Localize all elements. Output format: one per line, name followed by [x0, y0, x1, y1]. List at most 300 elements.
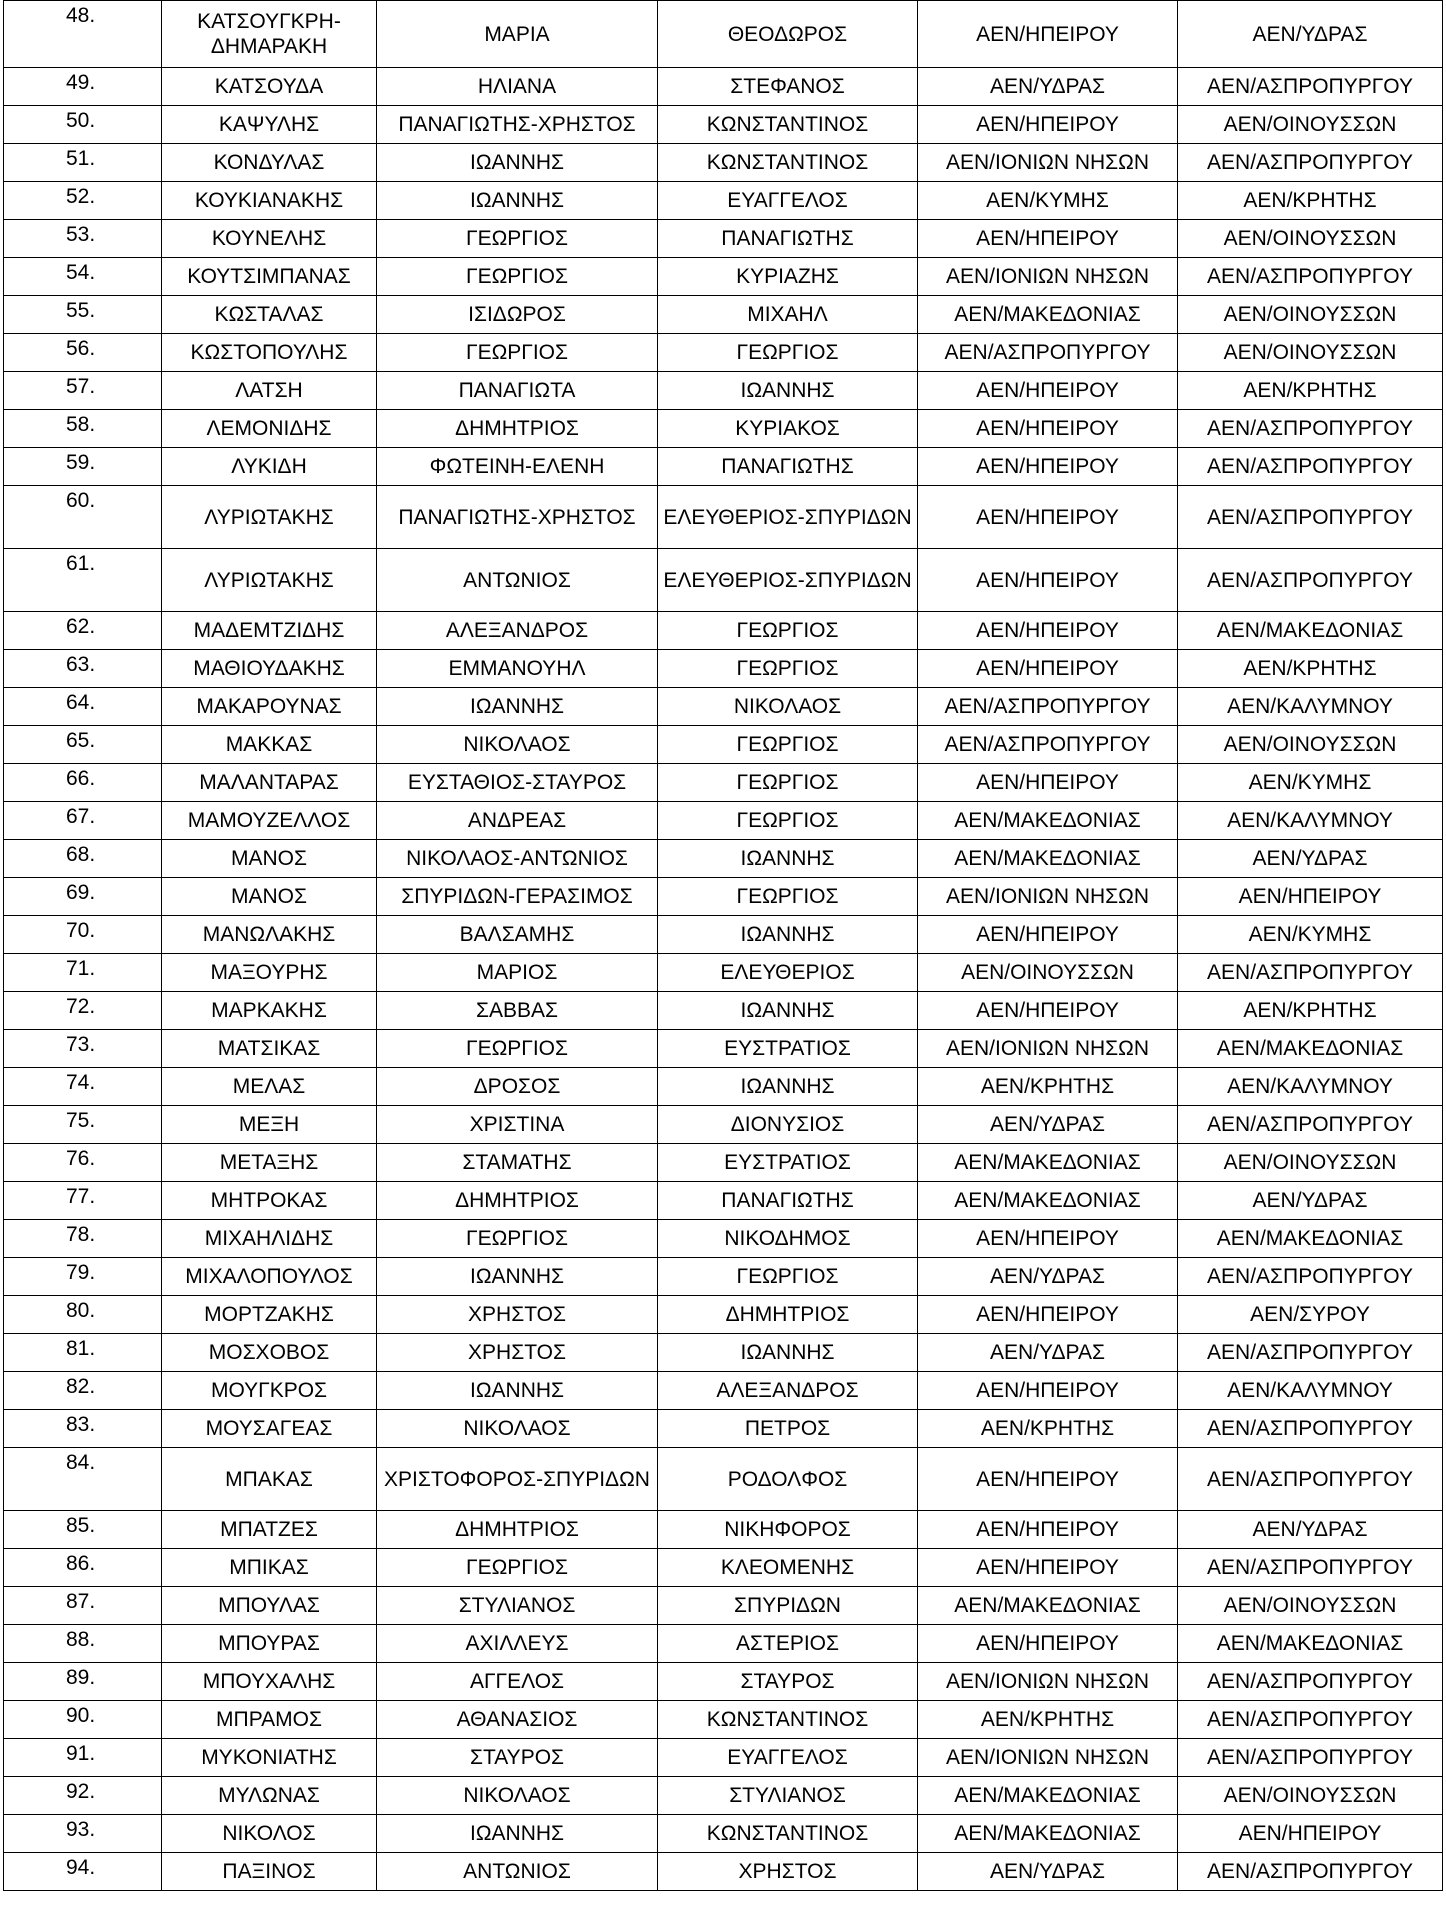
- row-number: 70.: [4, 916, 162, 954]
- table-row: [4, 840, 1443, 878]
- surname-cell: ΛΥΡΙΩΤΑΚΗΣ: [162, 549, 377, 612]
- first-name-cell: ΙΩΑΝΝΗΣ: [377, 1258, 658, 1296]
- surname-cell: ΚΩΣΤΟΠΟΥΛΗΣ: [162, 334, 377, 372]
- destination-school-cell: ΑΕΝ/ΥΔΡΑΣ: [1178, 1, 1443, 68]
- father-name-cell: ΚΛΕΟΜΕΝΗΣ: [658, 1549, 918, 1587]
- table-row: [4, 1625, 1443, 1663]
- row-number: 77.: [4, 1182, 162, 1220]
- table-row: [4, 1448, 1443, 1511]
- father-name-cell: ΕΛΕΥΘΕΡΙΟΣ-ΣΠΥΡΙΔΩΝ: [658, 549, 918, 612]
- table-row: [4, 1144, 1443, 1182]
- row-number: 75.: [4, 1106, 162, 1144]
- origin-school-cell: ΑΕΝ/ΗΠΕΙΡΟΥ: [918, 1372, 1178, 1410]
- table-row: [4, 1, 1443, 68]
- origin-school-cell: ΑΕΝ/ΙΟΝΙΩΝ ΝΗΣΩΝ: [918, 1739, 1178, 1777]
- table-row: [4, 1410, 1443, 1448]
- father-name-cell: ΙΩΑΝΝΗΣ: [658, 1334, 918, 1372]
- destination-school-cell: ΑΕΝ/ΗΠΕΙΡΟΥ: [1178, 1815, 1443, 1853]
- destination-school-cell: ΑΕΝ/ΥΔΡΑΣ: [1178, 840, 1443, 878]
- father-name-cell: ΝΙΚΟΛΑΟΣ: [658, 688, 918, 726]
- first-name-cell: ΗΛΙΑΝΑ: [377, 68, 658, 106]
- destination-school-cell: ΑΕΝ/ΑΣΠΡΟΠΥΡΓΟΥ: [1178, 1334, 1443, 1372]
- row-number: 48.: [4, 1, 162, 68]
- table-row: [4, 106, 1443, 144]
- surname-cell: ΚΑΤΣΟΥΓΚΡΗ-ΔΗΜΑΡΑΚΗ: [162, 1, 377, 68]
- destination-school-cell: ΑΕΝ/ΑΣΠΡΟΠΥΡΓΟΥ: [1178, 549, 1443, 612]
- row-number: 68.: [4, 840, 162, 878]
- father-name-cell: ΣΤΥΛΙΑΝΟΣ: [658, 1777, 918, 1815]
- table-row: [4, 726, 1443, 764]
- destination-school-cell: ΑΕΝ/ΟΙΝΟΥΣΣΩΝ: [1178, 220, 1443, 258]
- row-number: 61.: [4, 549, 162, 612]
- first-name-cell: ΣΤΥΛΙΑΝΟΣ: [377, 1587, 658, 1625]
- first-name-cell: ΝΙΚΟΛΑΟΣ: [377, 726, 658, 764]
- surname-cell: ΚΟΥΚΙΑΝΑΚΗΣ: [162, 182, 377, 220]
- destination-school-cell: ΑΕΝ/ΚΥΜΗΣ: [1178, 916, 1443, 954]
- father-name-cell: ΙΩΑΝΝΗΣ: [658, 372, 918, 410]
- father-name-cell: ΙΩΑΝΝΗΣ: [658, 916, 918, 954]
- surname-cell: ΚΟΝΔΥΛΑΣ: [162, 144, 377, 182]
- father-name-cell: ΕΥΣΤΡΑΤΙΟΣ: [658, 1030, 918, 1068]
- origin-school-cell: ΑΕΝ/ΥΔΡΑΣ: [918, 1258, 1178, 1296]
- father-name-cell: ΚΩΝΣΤΑΝΤΙΝΟΣ: [658, 144, 918, 182]
- surname-cell: ΜΟΣΧΟΒΟΣ: [162, 1334, 377, 1372]
- table-row: [4, 1701, 1443, 1739]
- table-row: [4, 1549, 1443, 1587]
- row-number: 88.: [4, 1625, 162, 1663]
- destination-school-cell: ΑΕΝ/ΑΣΠΡΟΠΥΡΓΟΥ: [1178, 144, 1443, 182]
- destination-school-cell: ΑΕΝ/ΚΡΗΤΗΣ: [1178, 992, 1443, 1030]
- first-name-cell: ΙΣΙΔΩΡΟΣ: [377, 296, 658, 334]
- surname-cell: ΜΑΔΕΜΤΖΙΔΗΣ: [162, 612, 377, 650]
- father-name-cell: ΡΟΔΟΛΦΟΣ: [658, 1448, 918, 1511]
- row-number: 64.: [4, 688, 162, 726]
- row-number: 71.: [4, 954, 162, 992]
- row-number: 89.: [4, 1663, 162, 1701]
- destination-school-cell: ΑΕΝ/ΚΡΗΤΗΣ: [1178, 182, 1443, 220]
- surname-cell: ΜΑΝΟΣ: [162, 878, 377, 916]
- surname-cell: ΛΥΚΙΔΗ: [162, 448, 377, 486]
- row-number: 87.: [4, 1587, 162, 1625]
- father-name-cell: ΚΩΝΣΤΑΝΤΙΝΟΣ: [658, 106, 918, 144]
- row-number: 83.: [4, 1410, 162, 1448]
- surname-cell: ΜΠΟΥΛΑΣ: [162, 1587, 377, 1625]
- row-number: 82.: [4, 1372, 162, 1410]
- first-name-cell: ΜΑΡΙΟΣ: [377, 954, 658, 992]
- row-number: 66.: [4, 764, 162, 802]
- row-number: 57.: [4, 372, 162, 410]
- origin-school-cell: ΑΕΝ/ΗΠΕΙΡΟΥ: [918, 1625, 1178, 1663]
- row-number: 62.: [4, 612, 162, 650]
- father-name-cell: ΧΡΗΣΤΟΣ: [658, 1853, 918, 1891]
- surname-cell: ΠΑΞΙΝΟΣ: [162, 1853, 377, 1891]
- origin-school-cell: ΑΕΝ/ΥΔΡΑΣ: [918, 1106, 1178, 1144]
- row-number: 73.: [4, 1030, 162, 1068]
- father-name-cell: ΓΕΩΡΓΙΟΣ: [658, 726, 918, 764]
- origin-school-cell: ΑΕΝ/ΜΑΚΕΔΟΝΙΑΣ: [918, 296, 1178, 334]
- surname-cell: ΜΗΤΡΟΚΑΣ: [162, 1182, 377, 1220]
- row-number: 58.: [4, 410, 162, 448]
- first-name-cell: ΓΕΩΡΓΙΟΣ: [377, 258, 658, 296]
- destination-school-cell: ΑΕΝ/ΟΙΝΟΥΣΣΩΝ: [1178, 334, 1443, 372]
- table-row: [4, 1777, 1443, 1815]
- table-row: [4, 992, 1443, 1030]
- origin-school-cell: ΑΕΝ/ΗΠΕΙΡΟΥ: [918, 448, 1178, 486]
- destination-school-cell: ΑΕΝ/ΜΑΚΕΔΟΝΙΑΣ: [1178, 1625, 1443, 1663]
- row-number: 49.: [4, 68, 162, 106]
- origin-school-cell: ΑΕΝ/ΗΠΕΙΡΟΥ: [918, 410, 1178, 448]
- row-number: 54.: [4, 258, 162, 296]
- row-number: 56.: [4, 334, 162, 372]
- table-row: [4, 1815, 1443, 1853]
- destination-school-cell: ΑΕΝ/ΑΣΠΡΟΠΥΡΓΟΥ: [1178, 1549, 1443, 1587]
- origin-school-cell: ΑΕΝ/ΗΠΕΙΡΟΥ: [918, 486, 1178, 549]
- surname-cell: ΜΟΡΤΖΑΚΗΣ: [162, 1296, 377, 1334]
- destination-school-cell: ΑΕΝ/ΜΑΚΕΔΟΝΙΑΣ: [1178, 1220, 1443, 1258]
- first-name-cell: ΑΝΤΩΝΙΟΣ: [377, 1853, 658, 1891]
- destination-school-cell: ΑΕΝ/ΟΙΝΟΥΣΣΩΝ: [1178, 296, 1443, 334]
- origin-school-cell: ΑΕΝ/ΜΑΚΕΔΟΝΙΑΣ: [918, 1144, 1178, 1182]
- destination-school-cell: ΑΕΝ/ΑΣΠΡΟΠΥΡΓΟΥ: [1178, 1701, 1443, 1739]
- first-name-cell: ΙΩΑΝΝΗΣ: [377, 182, 658, 220]
- row-number: 72.: [4, 992, 162, 1030]
- table-row: [4, 486, 1443, 549]
- father-name-cell: ΚΩΝΣΤΑΝΤΙΝΟΣ: [658, 1701, 918, 1739]
- row-number: 81.: [4, 1334, 162, 1372]
- row-number: 53.: [4, 220, 162, 258]
- first-name-cell: ΙΩΑΝΝΗΣ: [377, 688, 658, 726]
- origin-school-cell: ΑΕΝ/ΙΟΝΙΩΝ ΝΗΣΩΝ: [918, 144, 1178, 182]
- first-name-cell: ΧΡΙΣΤΙΝΑ: [377, 1106, 658, 1144]
- origin-school-cell: ΑΕΝ/ΗΠΕΙΡΟΥ: [918, 764, 1178, 802]
- row-number: 51.: [4, 144, 162, 182]
- surname-cell: ΜΠΡΑΜΟΣ: [162, 1701, 377, 1739]
- surname-cell: ΜΠΙΚΑΣ: [162, 1549, 377, 1587]
- destination-school-cell: ΑΕΝ/ΥΔΡΑΣ: [1178, 1511, 1443, 1549]
- first-name-cell: ΝΙΚΟΛΑΟΣ: [377, 1410, 658, 1448]
- table-row: [4, 1372, 1443, 1410]
- row-number: 67.: [4, 802, 162, 840]
- origin-school-cell: ΑΕΝ/ΗΠΕΙΡΟΥ: [918, 1220, 1178, 1258]
- destination-school-cell: ΑΕΝ/ΑΣΠΡΟΠΥΡΓΟΥ: [1178, 410, 1443, 448]
- father-name-cell: ΕΛΕΥΘΕΡΙΟΣ: [658, 954, 918, 992]
- first-name-cell: ΧΡΗΣΤΟΣ: [377, 1334, 658, 1372]
- transfer-list-table: [3, 0, 1443, 1891]
- first-name-cell: ΧΡΗΣΤΟΣ: [377, 1296, 658, 1334]
- first-name-cell: ΣΠΥΡΙΔΩΝ-ΓΕΡΑΣΙΜΟΣ: [377, 878, 658, 916]
- table-row: [4, 688, 1443, 726]
- row-number: 59.: [4, 448, 162, 486]
- table-row: [4, 954, 1443, 992]
- surname-cell: ΜΑΞΟΥΡΗΣ: [162, 954, 377, 992]
- table-row: [4, 1030, 1443, 1068]
- first-name-cell: ΧΡΙΣΤΟΦΟΡΟΣ-ΣΠΥΡΙΔΩΝ: [377, 1448, 658, 1511]
- origin-school-cell: ΑΕΝ/ΜΑΚΕΔΟΝΙΑΣ: [918, 1777, 1178, 1815]
- table-row: [4, 1296, 1443, 1334]
- first-name-cell: ΓΕΩΡΓΙΟΣ: [377, 1220, 658, 1258]
- first-name-cell: ΓΕΩΡΓΙΟΣ: [377, 1549, 658, 1587]
- destination-school-cell: ΑΕΝ/ΥΔΡΑΣ: [1178, 1182, 1443, 1220]
- table-row: [4, 1220, 1443, 1258]
- first-name-cell: ΑΝΔΡΕΑΣ: [377, 802, 658, 840]
- origin-school-cell: ΑΕΝ/ΜΑΚΕΔΟΝΙΑΣ: [918, 802, 1178, 840]
- destination-school-cell: ΑΕΝ/ΑΣΠΡΟΠΥΡΓΟΥ: [1178, 1739, 1443, 1777]
- first-name-cell: ΦΩΤΕΙΝΗ-ΕΛΕΝΗ: [377, 448, 658, 486]
- destination-school-cell: ΑΕΝ/ΑΣΠΡΟΠΥΡΓΟΥ: [1178, 1258, 1443, 1296]
- origin-school-cell: ΑΕΝ/ΚΡΗΤΗΣ: [918, 1068, 1178, 1106]
- surname-cell: ΜΟΥΣΑΓΕΑΣ: [162, 1410, 377, 1448]
- table-row: [4, 549, 1443, 612]
- table-row: [4, 1511, 1443, 1549]
- origin-school-cell: ΑΕΝ/ΗΠΕΙΡΟΥ: [918, 372, 1178, 410]
- table-row: [4, 1334, 1443, 1372]
- first-name-cell: ΕΜΜΑΝΟΥΗΛ: [377, 650, 658, 688]
- father-name-cell: ΠΑΝΑΓΙΩΤΗΣ: [658, 448, 918, 486]
- row-number: 55.: [4, 296, 162, 334]
- destination-school-cell: ΑΕΝ/ΗΠΕΙΡΟΥ: [1178, 878, 1443, 916]
- table-row: [4, 296, 1443, 334]
- father-name-cell: ΣΤΕΦΑΝΟΣ: [658, 68, 918, 106]
- father-name-cell: ΙΩΑΝΝΗΣ: [658, 840, 918, 878]
- surname-cell: ΛΑΤΣΗ: [162, 372, 377, 410]
- table-body: [4, 1, 1443, 1891]
- origin-school-cell: ΑΕΝ/ΗΠΕΙΡΟΥ: [918, 1448, 1178, 1511]
- father-name-cell: ΚΩΝΣΤΑΝΤΙΝΟΣ: [658, 1815, 918, 1853]
- father-name-cell: ΚΥΡΙΑΚΟΣ: [658, 410, 918, 448]
- father-name-cell: ΕΥΑΓΓΕΛΟΣ: [658, 182, 918, 220]
- surname-cell: ΛΕΜΟΝΙΔΗΣ: [162, 410, 377, 448]
- father-name-cell: ΝΙΚΗΦΟΡΟΣ: [658, 1511, 918, 1549]
- surname-cell: ΛΥΡΙΩΤΑΚΗΣ: [162, 486, 377, 549]
- table-row: [4, 764, 1443, 802]
- first-name-cell: ΔΡΟΣΟΣ: [377, 1068, 658, 1106]
- destination-school-cell: ΑΕΝ/ΑΣΠΡΟΠΥΡΓΟΥ: [1178, 1663, 1443, 1701]
- surname-cell: ΜΑΚΑΡΟΥΝΑΣ: [162, 688, 377, 726]
- table-row: [4, 1258, 1443, 1296]
- table-row: [4, 612, 1443, 650]
- first-name-cell: ΠΑΝΑΓΙΩΤΗΣ-ΧΡΗΣΤΟΣ: [377, 486, 658, 549]
- row-number: 52.: [4, 182, 162, 220]
- surname-cell: ΚΩΣΤΑΛΑΣ: [162, 296, 377, 334]
- first-name-cell: ΙΩΑΝΝΗΣ: [377, 1815, 658, 1853]
- destination-school-cell: ΑΕΝ/ΟΙΝΟΥΣΣΩΝ: [1178, 1587, 1443, 1625]
- destination-school-cell: ΑΕΝ/ΑΣΠΡΟΠΥΡΓΟΥ: [1178, 1448, 1443, 1511]
- surname-cell: ΚΟΥΤΣΙΜΠΑΝΑΣ: [162, 258, 377, 296]
- surname-cell: ΜΠΟΥΧΑΛΗΣ: [162, 1663, 377, 1701]
- surname-cell: ΜΕΤΑΞΗΣ: [162, 1144, 377, 1182]
- father-name-cell: ΓΕΩΡΓΙΟΣ: [658, 650, 918, 688]
- row-number: 93.: [4, 1815, 162, 1853]
- first-name-cell: ΝΙΚΟΛΑΟΣ: [377, 1777, 658, 1815]
- father-name-cell: ΙΩΑΝΝΗΣ: [658, 1068, 918, 1106]
- first-name-cell: ΒΑΛΣΑΜΗΣ: [377, 916, 658, 954]
- row-number: 80.: [4, 1296, 162, 1334]
- table-row: [4, 68, 1443, 106]
- origin-school-cell: ΑΕΝ/ΑΣΠΡΟΠΥΡΓΟΥ: [918, 726, 1178, 764]
- surname-cell: ΜΟΥΓΚΡΟΣ: [162, 1372, 377, 1410]
- surname-cell: ΜΑΛΑΝΤΑΡΑΣ: [162, 764, 377, 802]
- row-number: 84.: [4, 1448, 162, 1511]
- surname-cell: ΝΙΚΟΛΟΣ: [162, 1815, 377, 1853]
- destination-school-cell: ΑΕΝ/ΑΣΠΡΟΠΥΡΓΟΥ: [1178, 1106, 1443, 1144]
- row-number: 85.: [4, 1511, 162, 1549]
- first-name-cell: ΙΩΑΝΝΗΣ: [377, 144, 658, 182]
- first-name-cell: ΑΧΙΛΛΕΥΣ: [377, 1625, 658, 1663]
- table-row: [4, 144, 1443, 182]
- table-row: [4, 410, 1443, 448]
- origin-school-cell: ΑΕΝ/ΜΑΚΕΔΟΝΙΑΣ: [918, 1587, 1178, 1625]
- origin-school-cell: ΑΕΝ/ΗΠΕΙΡΟΥ: [918, 1, 1178, 68]
- destination-school-cell: ΑΕΝ/ΟΙΝΟΥΣΣΩΝ: [1178, 1144, 1443, 1182]
- father-name-cell: ΣΤΑΥΡΟΣ: [658, 1663, 918, 1701]
- first-name-cell: ΓΕΩΡΓΙΟΣ: [377, 1030, 658, 1068]
- first-name-cell: ΕΥΣΤΑΘΙΟΣ-ΣΤΑΥΡΟΣ: [377, 764, 658, 802]
- table-row: [4, 650, 1443, 688]
- origin-school-cell: ΑΕΝ/ΗΠΕΙΡΟΥ: [918, 1296, 1178, 1334]
- origin-school-cell: ΑΕΝ/ΙΟΝΙΩΝ ΝΗΣΩΝ: [918, 1663, 1178, 1701]
- surname-cell: ΜΠΑΤΖΕΣ: [162, 1511, 377, 1549]
- surname-cell: ΜΠΑΚΑΣ: [162, 1448, 377, 1511]
- father-name-cell: ΘΕΟΔΩΡΟΣ: [658, 1, 918, 68]
- destination-school-cell: ΑΕΝ/ΑΣΠΡΟΠΥΡΓΟΥ: [1178, 486, 1443, 549]
- row-number: 90.: [4, 1701, 162, 1739]
- father-name-cell: ΜΙΧΑΗΛ: [658, 296, 918, 334]
- first-name-cell: ΣΑΒΒΑΣ: [377, 992, 658, 1030]
- origin-school-cell: ΑΕΝ/ΙΟΝΙΩΝ ΝΗΣΩΝ: [918, 1030, 1178, 1068]
- surname-cell: ΜΙΧΑΛΟΠΟΥΛΟΣ: [162, 1258, 377, 1296]
- surname-cell: ΜΕΞΗ: [162, 1106, 377, 1144]
- father-name-cell: ΣΠΥΡΙΔΩΝ: [658, 1587, 918, 1625]
- destination-school-cell: ΑΕΝ/ΚΡΗΤΗΣ: [1178, 650, 1443, 688]
- origin-school-cell: ΑΕΝ/ΑΣΠΡΟΠΥΡΓΟΥ: [918, 688, 1178, 726]
- destination-school-cell: ΑΕΝ/ΟΙΝΟΥΣΣΩΝ: [1178, 1777, 1443, 1815]
- table-row: [4, 220, 1443, 258]
- origin-school-cell: ΑΕΝ/ΥΔΡΑΣ: [918, 1853, 1178, 1891]
- surname-cell: ΜΑΤΣΙΚΑΣ: [162, 1030, 377, 1068]
- first-name-cell: ΣΤΑΜΑΤΗΣ: [377, 1144, 658, 1182]
- row-number: 79.: [4, 1258, 162, 1296]
- surname-cell: ΜΙΧΑΗΛΙΔΗΣ: [162, 1220, 377, 1258]
- row-number: 50.: [4, 106, 162, 144]
- destination-school-cell: ΑΕΝ/ΟΙΝΟΥΣΣΩΝ: [1178, 106, 1443, 144]
- destination-school-cell: ΑΕΝ/ΑΣΠΡΟΠΥΡΓΟΥ: [1178, 954, 1443, 992]
- row-number: 78.: [4, 1220, 162, 1258]
- origin-school-cell: ΑΕΝ/ΥΔΡΑΣ: [918, 1334, 1178, 1372]
- table-row: [4, 1068, 1443, 1106]
- row-number: 74.: [4, 1068, 162, 1106]
- father-name-cell: ΝΙΚΟΔΗΜΟΣ: [658, 1220, 918, 1258]
- origin-school-cell: ΑΕΝ/ΗΠΕΙΡΟΥ: [918, 1511, 1178, 1549]
- father-name-cell: ΠΑΝΑΓΙΩΤΗΣ: [658, 1182, 918, 1220]
- destination-school-cell: ΑΕΝ/ΑΣΠΡΟΠΥΡΓΟΥ: [1178, 68, 1443, 106]
- row-number: 69.: [4, 878, 162, 916]
- origin-school-cell: ΑΕΝ/ΜΑΚΕΔΟΝΙΑΣ: [918, 1182, 1178, 1220]
- first-name-cell: ΔΗΜΗΤΡΙΟΣ: [377, 410, 658, 448]
- origin-school-cell: ΑΕΝ/ΗΠΕΙΡΟΥ: [918, 1549, 1178, 1587]
- father-name-cell: ΠΑΝΑΓΙΩΤΗΣ: [658, 220, 918, 258]
- table-row: [4, 448, 1443, 486]
- destination-school-cell: ΑΕΝ/ΚΑΛΥΜΝΟΥ: [1178, 688, 1443, 726]
- surname-cell: ΚΑΤΣΟΥΔΑ: [162, 68, 377, 106]
- origin-school-cell: ΑΕΝ/ΗΠΕΙΡΟΥ: [918, 549, 1178, 612]
- first-name-cell: ΔΗΜΗΤΡΙΟΣ: [377, 1182, 658, 1220]
- father-name-cell: ΚΥΡΙΑΖΗΣ: [658, 258, 918, 296]
- surname-cell: ΜΥΛΩΝΑΣ: [162, 1777, 377, 1815]
- table-row: [4, 1106, 1443, 1144]
- surname-cell: ΜΑΘΙΟΥΔΑΚΗΣ: [162, 650, 377, 688]
- table-row: [4, 1182, 1443, 1220]
- surname-cell: ΚΑΨΥΛΗΣ: [162, 106, 377, 144]
- first-name-cell: ΣΤΑΥΡΟΣ: [377, 1739, 658, 1777]
- father-name-cell: ΑΛΕΞΑΝΔΡΟΣ: [658, 1372, 918, 1410]
- surname-cell: ΜΑΝΩΛΑΚΗΣ: [162, 916, 377, 954]
- father-name-cell: ΓΕΩΡΓΙΟΣ: [658, 334, 918, 372]
- row-number: 60.: [4, 486, 162, 549]
- father-name-cell: ΓΕΩΡΓΙΟΣ: [658, 802, 918, 840]
- destination-school-cell: ΑΕΝ/ΑΣΠΡΟΠΥΡΓΟΥ: [1178, 448, 1443, 486]
- first-name-cell: ΑΘΑΝΑΣΙΟΣ: [377, 1701, 658, 1739]
- origin-school-cell: ΑΕΝ/ΙΟΝΙΩΝ ΝΗΣΩΝ: [918, 878, 1178, 916]
- origin-school-cell: ΑΕΝ/ΑΣΠΡΟΠΥΡΓΟΥ: [918, 334, 1178, 372]
- table-row: [4, 1853, 1443, 1891]
- table-row: [4, 916, 1443, 954]
- father-name-cell: ΓΕΩΡΓΙΟΣ: [658, 1258, 918, 1296]
- father-name-cell: ΔΙΟΝΥΣΙΟΣ: [658, 1106, 918, 1144]
- father-name-cell: ΕΥΣΤΡΑΤΙΟΣ: [658, 1144, 918, 1182]
- first-name-cell: ΠΑΝΑΓΙΩΤΗΣ-ΧΡΗΣΤΟΣ: [377, 106, 658, 144]
- first-name-cell: ΑΓΓΕΛΟΣ: [377, 1663, 658, 1701]
- father-name-cell: ΠΕΤΡΟΣ: [658, 1410, 918, 1448]
- destination-school-cell: ΑΕΝ/ΜΑΚΕΔΟΝΙΑΣ: [1178, 612, 1443, 650]
- destination-school-cell: ΑΕΝ/ΑΣΠΡΟΠΥΡΓΟΥ: [1178, 1853, 1443, 1891]
- destination-school-cell: ΑΕΝ/ΚΑΛΥΜΝΟΥ: [1178, 802, 1443, 840]
- destination-school-cell: ΑΕΝ/ΑΣΠΡΟΠΥΡΓΟΥ: [1178, 1410, 1443, 1448]
- row-number: 76.: [4, 1144, 162, 1182]
- origin-school-cell: ΑΕΝ/ΚΥΜΗΣ: [918, 182, 1178, 220]
- first-name-cell: ΓΕΩΡΓΙΟΣ: [377, 334, 658, 372]
- first-name-cell: ΙΩΑΝΝΗΣ: [377, 1372, 658, 1410]
- table-row: [4, 1663, 1443, 1701]
- table-row: [4, 182, 1443, 220]
- surname-cell: ΜΥΚΟΝΙΑΤΗΣ: [162, 1739, 377, 1777]
- father-name-cell: ΕΛΕΥΘΕΡΙΟΣ-ΣΠΥΡΙΔΩΝ: [658, 486, 918, 549]
- origin-school-cell: ΑΕΝ/ΗΠΕΙΡΟΥ: [918, 612, 1178, 650]
- row-number: 91.: [4, 1739, 162, 1777]
- surname-cell: ΜΑΡΚΑΚΗΣ: [162, 992, 377, 1030]
- origin-school-cell: ΑΕΝ/ΜΑΚΕΔΟΝΙΑΣ: [918, 1815, 1178, 1853]
- surname-cell: ΜΕΛΑΣ: [162, 1068, 377, 1106]
- row-number: 65.: [4, 726, 162, 764]
- father-name-cell: ΓΕΩΡΓΙΟΣ: [658, 764, 918, 802]
- table-row: [4, 1739, 1443, 1777]
- first-name-cell: ΓΕΩΡΓΙΟΣ: [377, 220, 658, 258]
- first-name-cell: ΜΑΡΙΑ: [377, 1, 658, 68]
- surname-cell: ΜΑΚΚΑΣ: [162, 726, 377, 764]
- origin-school-cell: ΑΕΝ/ΥΔΡΑΣ: [918, 68, 1178, 106]
- destination-school-cell: ΑΕΝ/ΚΥΜΗΣ: [1178, 764, 1443, 802]
- origin-school-cell: ΑΕΝ/ΗΠΕΙΡΟΥ: [918, 106, 1178, 144]
- origin-school-cell: ΑΕΝ/ΗΠΕΙΡΟΥ: [918, 650, 1178, 688]
- father-name-cell: ΑΣΤΕΡΙΟΣ: [658, 1625, 918, 1663]
- first-name-cell: ΠΑΝΑΓΙΩΤΑ: [377, 372, 658, 410]
- father-name-cell: ΓΕΩΡΓΙΟΣ: [658, 878, 918, 916]
- origin-school-cell: ΑΕΝ/ΗΠΕΙΡΟΥ: [918, 220, 1178, 258]
- row-number: 92.: [4, 1777, 162, 1815]
- surname-cell: ΜΠΟΥΡΑΣ: [162, 1625, 377, 1663]
- father-name-cell: ΓΕΩΡΓΙΟΣ: [658, 612, 918, 650]
- table-row: [4, 878, 1443, 916]
- father-name-cell: ΙΩΑΝΝΗΣ: [658, 992, 918, 1030]
